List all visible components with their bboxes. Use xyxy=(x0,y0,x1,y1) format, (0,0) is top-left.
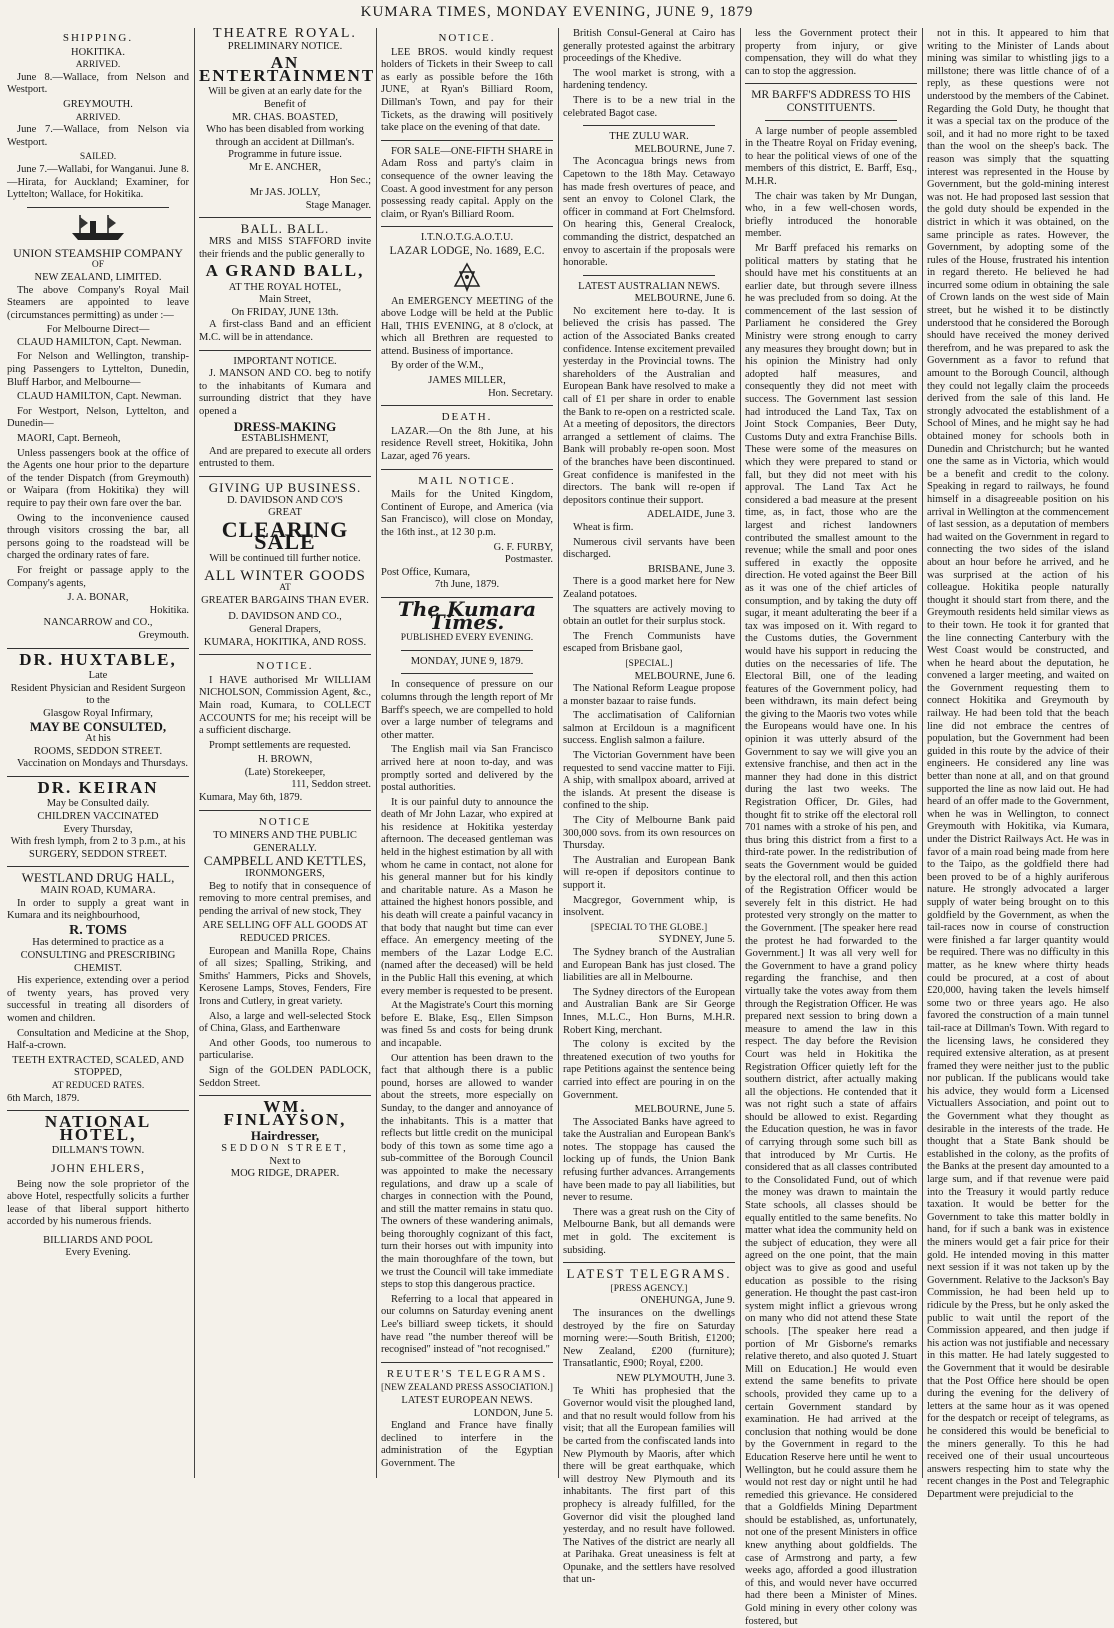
ad-text: Will be continued till further notice. xyxy=(209,552,361,564)
ad-text: Late xyxy=(88,670,108,682)
ad-text: European and Manilla Rope, Chains of all sizes; Spalling, Striking, and Smiths' Hammers, Picks and Shovels, Kerosene Lamps, Stoves, Fenders, Fire Irons and Cutlery, in great variety. xyxy=(199,945,371,1007)
dressmaking-title: DRESS-MAKING xyxy=(233,418,337,434)
news-text: Te Whiti has prophesied that the Governor would visit the ploughed land, and that no result would follow from his visit; that all the European families will be carted from the confiscated lands into New Plymouth by Maoris, after which there will be great earthquake, which will destroy New Plymouth and its inhabitants. The first part of this prophecy is already fulfilled, for the Governor did visit the ploughed land yesterday, and no result have followed. The Natives of the district are nearly all at Parihaka. Great uneasiness is felt at Opunake, and the settlers have resolved that un- xyxy=(563,1385,735,1586)
news-text: A large number of people assembled in the Theatre Royal on Friday evening, to hear the political views of one of the members of this district, E. Barff, Esq., M.H.R. xyxy=(745,125,917,187)
latest-telegrams-heading: LATEST TELEGRAMS. xyxy=(566,1266,732,1282)
ad-text: Postmaster. xyxy=(504,554,553,566)
column-5 xyxy=(742,28,920,1627)
ad-text: Vaccination on Mondays and Thursdays. xyxy=(17,758,188,770)
ad-text: D. DAVIDSON AND CO., xyxy=(228,611,342,623)
ad-text: Sign of the GOLDEN PADLOCK, Seddon Street. xyxy=(199,1064,371,1089)
usc-sub: NEW ZEALAND, LIMITED. xyxy=(34,271,162,283)
issue-date: MONDAY, JUNE 9, 1879. xyxy=(410,655,524,667)
ad-text: For Melbourne Direct— xyxy=(46,324,150,336)
news-text: Wheat is firm. xyxy=(573,521,634,533)
ad-text: D. DAVIDSON AND CO'S xyxy=(226,494,344,506)
ad-text: Main Street, xyxy=(259,294,311,306)
news-text: The Australian and European Bank will re-open if depositors continue to support it. xyxy=(563,854,735,891)
ad-text: A first-class Band and an efficient M.C. will be in attendance. xyxy=(199,319,371,344)
usc-title: UNION STEAMSHIP COMPANY xyxy=(13,245,183,260)
sailed-label: SAILED. xyxy=(79,152,117,163)
ad-text: General Drapers, xyxy=(249,623,321,635)
press-assoc-label: [NEW ZEALAND PRESS ASSOCIATION.] xyxy=(381,1383,553,1394)
ad-text: 6th March, 1879. xyxy=(7,1092,80,1104)
ad-text: CHILDREN VACCINATED xyxy=(37,811,159,823)
ad-text: MAORI, Capt. Berneoh, xyxy=(17,433,121,445)
ad-text: ROOMS, SEDDON STREET. xyxy=(33,745,163,757)
campbell-title: CAMPBELL AND KETTLES, xyxy=(203,853,367,869)
news-text: The City of Melbourne Bank paid 300,000 sovs. from its own resources on Thursday. xyxy=(563,815,735,852)
news-text: British Consul-General at Cairo has generally protested against the arbitrary proceedings of the Khedive. xyxy=(563,28,735,65)
news-text: The Victorian Government have been requested to send vaccine matter to Fiji. A ship, with smallpox aboard, arrived at the islands. At present the disease is confined to the ship. xyxy=(563,750,735,812)
news-text: Mr Barff prefaced his remarks on political matters by stating that he should have met his constituents at an earlier date, but through severe illness he was precluded from so doing. At the commencement of the last session of Parliament he considered the Grey Ministry were strong enough to carry any measures they brought down; but in his opinion the Ministry had only adopted half measures, and consequently they did not meet with success. The Government last session had introduced the Land Tax, Tax on Joint Stock Companies, Beer Duty, Customs Duty and extra Franchise Bills. These were some of the measures on which they were prepared to stand or fall, but they did not meet with his approval. The Land Tax Act he considered a bad measure at the present time, as, in fact, those who are the largest and richest landowners contributed the smallest amount to the revenue; while the small and poor ones suffered in exactly the opposite direction. He voted against the Beer Bill as it was one of the chief articles of consumption, and by taking the duty off sugar, it meant adulterating the beer if a tax was imposed on it. With regard to the Customs duties, the Government would have his support in reducing the duties on the necessaries of life. The Electoral Bill, one of the leading features of the Government policy, had been withdrawn, its main defect being the giving to the Maoris two votes while the Europeans would have one. In his opinion it was utterly absurd of the Government to say we will give you an extensive franchise, and then act in the manner they had done in this district during the last two weeks. The Registration Officer, Dr. Giles, had thought fit to strike off the electoral roll 701 names with a stroke of his pen, and thus bring this district from a first to a third-rate power. In the redistribution of seats the Government would be guided by the electoral roll, and then this action of the Registration Officer would be severely felt in this district. He had protested very strongly on the matter to the Government. [The speaker here read the protest he had forwarded to the Government.] It was all very well for the Government to have a grand policy regarding the franchise, and then virtually take the votes away from them through the Registration Officer. He was prepared next session to bring down a measure to amend the law in this respect. The day before the Revision Court was held in Hokitika the Registration Officer quietly left for the southern district, after actually making all the objections. He contended that it was not right such a state of affairs should be allowed to exist. Regarding the Education question, he was in favor of carrying through some such bill as that introduced by Mr Curtis. He considered that as all classes contributed to the Consolidated Fund, out of which the money was drawn to maintain the State schools, all classes should be equally entitled to the same benefits. No matter what idea the community held on the subject of education, they were all agreed on the one point, that the main object was to give as good and useful education as possible to the rising generation. He thought the past cast-iron system might inflict a grievous wrong on many who did not attend these State schools. [The speaker here read a portion of Mr Gisborne's remarks relative thereto, and also quoted J. Stuart Mill on Education.] He would even extend the same benefits to private schools, provided they came up to a certain Government standard by examination. He had arrived at the conclusion that nothing would be done by the Government in regard to the Education Reserve here until he went to Wellington, but he could assure them he would not rest day or night until he had remedied this grievance. He considered that a Goldfields Mining Department should be established, as, unfortunately, not one of the present Ministers in office knew anything about goldfields. The case of Armstrong and party, a few weeks ago, afforded a good illustration of this, and would never have occurred had there been a Minister of Mines. Gold mining in every other colony was fostered, but xyxy=(745,242,917,1627)
ad-text: Every Thursday, xyxy=(63,823,133,835)
ad-text: Every Evening. xyxy=(65,1247,131,1259)
ad-text: MOG RIDGE, DRAPER. xyxy=(230,1168,340,1180)
toms-name: R. TOMS xyxy=(69,922,127,938)
ad-text: Owing to the inconvenience caused through visitors crossing the bar, all persons going to the roadstead will be charged the ordinary rates of fare. xyxy=(7,512,189,562)
published-line: PUBLISHED EVERY EVENING. xyxy=(400,633,534,644)
ad-text: LAZAR.—On the 8th June, at his residence Revell street, Hokitika, John Lazar, aged 76 years. xyxy=(381,425,553,463)
dateline: ONEHUNGA, June 9. xyxy=(640,1295,735,1307)
news-text: Numerous civil servants have been discharged. xyxy=(563,536,735,561)
ad-text: For Westport, Nelson, Lyttelton, and Dunedin— xyxy=(7,405,189,430)
ad-text: His experience, extending over a period of twenty years, has proved very successful in treating all disorders of women and children. xyxy=(7,975,189,1024)
ad-text: Programme in future issue. xyxy=(228,149,342,161)
ad-text: Will be given at an early date for the Benefit of xyxy=(208,86,362,110)
theatre-title: THEATRE ROYAL. xyxy=(213,26,357,41)
ad-text: Stage Manager. xyxy=(305,199,371,211)
ad-text: I HAVE authorised Mr WILLIAM NICHOLSON, Commission Agent, &c., Main road, Kumara, to COLLECT ACCOUNTS for me; his receipt will be a sufficient discharge. xyxy=(199,674,371,737)
keiran-title: DR. KEIRAN xyxy=(37,777,159,797)
ad-text: JAMES MILLER, xyxy=(428,375,506,387)
ad-text: MRS and MISS STAFFORD invite their friends and the public generally to xyxy=(199,235,371,260)
news-text: less the Government protect their property from injury, or give compensation, they will do what they can to stop the aggression. xyxy=(745,28,917,77)
giving-up-title: GIVING UP BUSINESS. xyxy=(208,480,362,495)
ad-text: NANCARROW and CO., xyxy=(43,617,153,629)
ad-text: Hon. Secretary. xyxy=(488,387,553,399)
ad-text: IRONMONGERS, xyxy=(245,868,325,880)
news-text: There was a great rush on the City of Melbourne Bank, but all demands were met in gold. The excitement is subsiding. xyxy=(563,1206,735,1256)
steamship-icon xyxy=(68,213,128,243)
reuters-heading: REUTER'S TELEGRAMS. xyxy=(386,1367,548,1380)
notice-heading: NOTICE. xyxy=(438,32,496,44)
dateline: ADELAIDE, June 3. xyxy=(646,509,735,521)
dateline: LONDON, June 5. xyxy=(473,1407,553,1419)
dateline: SYDNEY, June 5. xyxy=(658,934,735,946)
port-hokitika: HOKITIKA. xyxy=(71,46,125,58)
editorial-text: It is our painful duty to announce the death of Mr John Lazar, who expired at his residence at Hokitika yesterday afternoon. The deceased gentleman was held in the highest estimation by all with whom he came in contact, not alone for his general manner but for his kindly and charitable nature. As a Mason he attained the highest honors possible, and his death will create a painful vacancy in that body that naught but time can ever efface. An emergency meeting of the members of the Lazar Lodge E.C. (named after the deceased) will be held in the Public Hall this evening, at which every member is requested to be present. xyxy=(381,796,553,997)
news-text: The Aconcagua brings news from Capetown to the 18th May. Cetawayo has made fresh overtures of peace, and sent an envoy to Colonel Clark, the officer in command at Fort Chelmsford. On hearing this, General Crealock, commanding the district, despatched an envoy to ascertain if the proposals were honorable. xyxy=(563,156,735,269)
news-text: England and France have finally declined to interfere in the administration of the Egyptian Government. The xyxy=(381,1420,553,1469)
shipping-heading: SHIPPING. xyxy=(62,32,134,44)
news-text: The Associated Banks have agreed to take the Australian and European Bank's notes. The stoppage has caused the locking up of funds, the Union Bank refusing further advances. Arrangements have been made to pay all liabilities, but never to resume. xyxy=(563,1116,735,1204)
national-title: NATIONAL HOTEL, xyxy=(44,1112,152,1144)
news-text: not in this. It appeared to him that writing to the Minister of Lands about mining was similar to whistling jigs to a millstone; there was little chance of of a reply, as these questions were not understood by the members of the Cabinet. Regarding the Gold Duty, he thought that it was a special tax on the produce of the soil, and it had no more right to be taxed than the wool on the sheep's back. The reason was simply that the squatting interest was represented in the House by Government, but the gold-mining interest was not. He had proposed last session that the gold duty should be expended in the district in which it was obtained, on the same principle as rates. However, the Government, by adopting some of the rules of the House, frustrated his intention in regard thereto. He believed he had incurred some odium in obtaining the sale of Crown lands on the west side of Main street, but he wished it to be distinctly understood that he considered the Borough should have received the money derived therefrom, and he was prepared to ask the Government as a favor to refund that amount to the Borough Council, although they could not legally claim the proceeds derived from the sale of this land. He strongly advocated the establishment of a School of Mines, and he might say he had obtained money for schools both in Dunedin and Christchurch; but he wanted one the same as in Victoria, which would be a benefit and credit to the colony. Speaking in regard to railways, he found himself in a disagreeable position on his arrival in Wellington at the commencement of last session, as a deputation of members had waited on the Government in regard to connecting the two sides of the island about an hour before he arrived, and he was surprised at the action of his colleague. Hokitika people naturally thought it should start from there, and the Greymouth residents held similar views as to their town. He took it for granted that the line connecting Canterbury with the West Coast would be constructed, and when he heard about the deputation, he convened a larger meeting, and waited on the Government requesting them to connect Hokitika and Greymouth by railway. He had been told that the beach line did not embrace the centres of population, but the Government had been guided in this route by the advice of their engineers. He considered any line was better than none at all, and on that ground supported the line as now laid out. He had heard of an offer made to the Government, when he was in Wellington, to connect Greymouth with Hokitika, via Kumara, under the District Railways Act. He was in favor of a main road being made from here to the Taipo, as the goldfield there had been proved to be of a highly auriferous nature. He strongly advocated a larger supply of water being brought on to this goldfield by the Government, as when the tail-races now in course of construction were finished a far larger quantity would be required. There was no difficulty in this matter, as he knew where thirty heads could be procured, at a cost of about £20,000, having taken the levels himself some two or three years ago. He also favored the construction of a main tunnel tail-race at Dillman's Town. With regard to the licensing laws, he considered they required extensive alteration, as at present framed they were neither just to the public nor publican. If the publicans would take his advice, they would form a Licensed Victuallers Association, and point out to the Government what they thought as desirable in the interests of the trade. He thought that a State Bank should be established in the colony, as the profits of the Banks at the present day amounted to a large sum, and if that revenue were paid into the Treasury it would partly reduce taxation. It would be better for the Government to take this matter boldly in hand, for if such a bank was in existence the miners would get a fair price for their gold. He intended moving in this matter next session if it was not taken up by the Government. Relative to the Jackson's Bay Commission, he had been held up to ridicule by the Press, but he only asked the public to wait until the report of the Commission appeared, and then judge if his action was not justifiable and necessary in this matter. He had lately suggested to the Government that it would be desirable that the Post Office here should be open during the evening for the delivery of letters at the same hour as it was opened for the despatch or receipt of telegrams, as he considered this would be beneficial to the miners generally. To this he had received one of their usual uncourteous answers respecting him to state why the recent changes in the Post and Telegraphic Department were prejudicial to the xyxy=(927,28,1109,1500)
shipping-text: June 8.—Wallace, from Nelson and Westport. xyxy=(7,71,189,96)
ad-text: Hon Sec.; xyxy=(329,174,371,186)
ad-text: MAY BE CONSULTED, xyxy=(29,718,167,734)
ball-title: BALL. BALL. xyxy=(240,221,330,237)
ad-text: Also, a large and well-selected Stock of China, Glass, and Earthenware xyxy=(199,1010,371,1035)
dateline: MELBOURNE, June 7. xyxy=(634,143,735,155)
death-heading: DEATH. xyxy=(441,411,493,424)
ad-text: Next to xyxy=(269,1155,301,1167)
ad-text: And other Goods, too numerous to particularise. xyxy=(199,1037,371,1062)
ad-text: PRELIMINARY NOTICE. xyxy=(227,40,343,52)
paper-nameplate: The Kumara Times. xyxy=(397,596,537,634)
special-label: [SPECIAL TO THE GLOBE.] xyxy=(590,922,708,933)
lazar-lodge-title: LAZAR LODGE, No. 1689, E.C. xyxy=(389,244,545,257)
column-6 xyxy=(924,28,1112,1500)
news-text: The colony is excited by the threatened execution of two youths for rape Petitions against the sentence being carried into effect are pouring in on the Government. xyxy=(563,1039,735,1101)
ad-text: Who has been disabled from working through an accident at Dillman's. xyxy=(206,124,364,148)
editorial-text: In consequence of pressure on our columns through the length report of Mr Barff's speech, we are compelled to hold over a large number of telegrams and other matter. xyxy=(381,679,553,741)
news-text: Macgregor, Government whip, is insolvent. xyxy=(563,894,735,919)
ad-text: DILLMAN'S TOWN. xyxy=(51,1145,145,1157)
news-text: The National Reform League propose a monster bazaar to raise funds. xyxy=(563,683,735,707)
ad-text: On FRIDAY, JUNE 13th. xyxy=(231,306,339,318)
ad-text: BILLIARDS AND POOL xyxy=(43,1234,153,1246)
ad-text: With fresh lymph, from 2 to 3 p.m., at his xyxy=(10,836,186,848)
ad-text: For freight or passage apply to the Company's agents, xyxy=(7,564,189,589)
ad-text: ARE SELLING OFF ALL GOODS AT REDUCED PRICES. xyxy=(202,920,368,944)
ad-text: AT THE ROYAL HOTEL, xyxy=(228,281,342,293)
ad-text: In order to supply a great want in Kumara and its neighbourhood, xyxy=(7,897,189,922)
dateline: MELBOURNE, June 6. xyxy=(634,670,735,682)
ad-text: Glasgow Royal Infirmary, xyxy=(43,707,153,719)
ad-text: Kumara, May 6th, 1879. xyxy=(199,792,303,804)
notice-heading: NOTICE. xyxy=(256,660,314,673)
ad-text: Consultation and Medicine at the Shop, Half-a-crown. xyxy=(7,1027,189,1052)
entertainment-title: AN ENTERTAINMENT xyxy=(199,53,376,85)
ad-text: (Late) Storekeeper, xyxy=(244,766,326,778)
ad-text: Resident Physician and Resident Surgeon to the xyxy=(10,682,186,707)
ad-text: Mr E. ANCHER, xyxy=(248,161,322,173)
masthead: KUMARA TIMES, MONDAY EVENING, JUNE 9, 1879 xyxy=(360,4,754,20)
news-text: The squatters are actively moving to obtain an outlet for their surplus stock. xyxy=(563,603,735,628)
dateline: MELBOURNE, June 5. xyxy=(634,1104,735,1116)
ehlers-name: JOHN EHLERS, xyxy=(50,1160,145,1175)
notice-heading: NOTICE xyxy=(258,815,312,828)
ad-text: CLAUD HAMILTON, Capt. Newman. xyxy=(17,336,182,348)
column-2 xyxy=(196,28,374,1478)
news-text: The Sydney directors of the European and Australian Bank are Sir George Innes, M.L.C., Hon Burns, M.H.R. Robert King, merchant. xyxy=(563,986,735,1036)
ad-text: AT xyxy=(279,583,291,594)
shipping-text: June 7.—Wallabi, for Wanganui. June 8.—Hirata, for Auckland; Examiner, for Lyttelton; Wallace, for Hokitika. xyxy=(7,163,189,201)
ad-text: Prompt settlements are requested. xyxy=(209,739,351,751)
news-text: The chair was taken by Mr Dungan, who, in a few well-chosen words, briefly introduced the honorable member. xyxy=(745,190,917,240)
masonic-emblem-icon xyxy=(452,262,482,292)
important-notice: IMPORTANT NOTICE. xyxy=(233,355,337,367)
editorial-text: Our attention has been drawn to the fact that although there is a public pound, horses are allowed to wander about the streets, more especially on Sunday, to the danger and annoyance of the inhabitants. This is a matter that reflects but little credit on the municipal body of this town as some time ago a sub-committee of the Borough Council was appointed to make the necessary regulations, and draw up a scale of charges in connection with the Pound, and still the matter remains in statu quo. The owners of these wandering animals, being thoroughly cognizant of this fact, turn their horses out with impunity into the main thoroughfare of the town, but we trust the Council will take immediate steps to stop this dangerous practice. xyxy=(381,1052,553,1291)
ad-text: The above Company's Royal Mail Steamers are appointed to leave (circumstances permitting) as under :— xyxy=(7,284,189,321)
news-text: The insurances on the dwellings destroyed by the fire on Saturday morning were:—South British, £1200; New Zealand, £200 (furniture); Transatlantic, £900; Royal, £200. xyxy=(563,1308,735,1370)
ad-text: MR. CHAS. BOASTED, xyxy=(232,111,338,123)
ad-text: G. F. FURBY, xyxy=(493,541,553,553)
port-greymouth: GREYMOUTH. xyxy=(63,98,133,110)
usc-of: OF xyxy=(91,260,105,271)
mail-heading: MAIL NOTICE. xyxy=(418,474,516,487)
press-agency-label: [PRESS AGENCY.] xyxy=(610,1283,688,1294)
news-text: The Sydney branch of the Australian and European Bank has just closed. The liabilities are all in Melbourne. xyxy=(563,946,735,984)
dateline: MELBOURNE, June 6. xyxy=(634,293,735,305)
ad-text: SEDDON STREET, xyxy=(221,1142,349,1154)
ad-text: For Nelson and Wellington, tranship-ping Passengers to Lyttelton, Dunedin, Bluff Harbor, and Melbourne— xyxy=(7,351,189,388)
column-4 xyxy=(560,28,738,1586)
special-label: [SPECIAL.] xyxy=(625,658,673,669)
news-subheading: LATEST EUROPEAN NEWS. xyxy=(401,1395,533,1406)
ad-text: Hokitika. xyxy=(149,604,189,616)
ad-text: CONSULTING and PRESCRIBING CHEMIST. xyxy=(20,950,176,974)
ad-text: Mails for the United Kingdom, Continent of Europe, and America (via San Francisco), will close on Monday, the 16th inst., at 12 30 p.m. xyxy=(381,489,553,538)
column-1 xyxy=(4,28,192,1478)
aus-heading: LATEST AUSTRALIAN NEWS. xyxy=(578,280,720,292)
ad-text: LEE BROS. would kindly request holders of Tickets in their Sweep to call as early as possible before the 16th JUNE, at Ryan's Billiard Room, Dillman's Town, and pay for their Tickets, as the drawing will positively take place on the evening of that date. xyxy=(381,46,553,134)
ad-text: Post Office, Kumara, xyxy=(381,566,471,578)
ad-text: KUMARA, HOKITIKA, AND ROSS. xyxy=(203,636,367,648)
finlayson-title: WM. FINLAYSON, xyxy=(223,1097,347,1129)
ad-text: SURGERY, SEDDON STREET. xyxy=(29,848,167,860)
ad-text: Being now the sole proprietor of the above Hotel, respectfully solicits a further lease of that liberal support hitherto accorded by his numerous friends. xyxy=(7,1178,189,1228)
editorial-text: Referring to a local that appeared in our columns on Saturday evening anent Lee's billiard sweep tickets, it should have read "the number thereof will be recognised" instead of "not recognised." xyxy=(381,1293,553,1356)
huxtable-title: DR. HUXTABLE, xyxy=(19,649,177,669)
clearing-sale-title: CLEARING SALE xyxy=(221,516,349,555)
news-text: The wool market is strong, with a hardening tendency. xyxy=(563,67,735,92)
editorial-text: At the Magistrate's Court this morning before E. Blake, Esq., Ellen Simpson was fined 5s and costs for being drunk and incapable. xyxy=(381,1000,554,1049)
barff-heading: MR BARFF'S ADDRESS TO HIS CONSTITUENTS. xyxy=(751,89,911,114)
ad-text: Hairdresser, xyxy=(250,1128,320,1144)
ad-text: ESTABLISHMENT, xyxy=(241,433,329,445)
ad-text: 7th June, 1879. xyxy=(434,579,500,591)
ad-text: TO MINERS AND THE PUBLIC GENERALLY. xyxy=(213,830,357,854)
dateline: BRISBANE, June 3. xyxy=(648,563,735,575)
ad-text: Has determined to practice as a xyxy=(32,937,164,949)
westland-title: WESTLAND DRUG HALL, xyxy=(21,870,175,886)
arrived-label: ARRIVED. xyxy=(75,112,121,123)
ad-text: Greymouth. xyxy=(138,629,189,641)
ad-text: GREAT xyxy=(268,507,302,519)
winter-goods: ALL WINTER GOODS xyxy=(204,567,366,584)
news-text: There is a good market here for New Zealand potatoes. xyxy=(563,576,735,600)
ad-text: An EMERGENCY MEETING of the above Lodge will be held at the Public Hall, THIS EVENING, at 8 o'clock, at which all Brethren are requested to attend. Business of importance. xyxy=(381,295,553,357)
ad-text: Beg to notify that in consequence of removing to more central premises, and pending the arrival of new stock, They xyxy=(199,880,371,917)
column-3 xyxy=(378,28,556,1478)
ad-text: By order of the W.M., xyxy=(391,360,484,372)
zulu-heading: THE ZULU WAR. xyxy=(609,131,689,143)
ad-text: J. MANSON AND CO. beg to notify to the inhabitants of Kumara and surrounding district that they have opened a xyxy=(199,368,371,418)
editorial-text: The English mail via San Francisco arrived here at noon to-day, and was promptly sorted and delivered by the postal authorities. xyxy=(381,744,553,794)
ad-text: At his xyxy=(85,733,111,745)
ad-text: Unless passengers book at the office of the Agents one hour prior to the departure of the tender Dispatch (from Greymouth) or Waipara (from Hokitika) they will require to pay their own fare over the bar. xyxy=(7,447,189,509)
ad-text: AT REDUCED RATES. xyxy=(51,1080,145,1091)
ad-text: J. A. BONAR, xyxy=(67,592,129,604)
ad-text: FOR SALE—ONE-FIFTH SHARE in Adam Ross and party's claim in consequence of the owner leaving the Coast. A good investment for any person possessing ready capital. Apply on the claim, or Ryan's Billiard Room. xyxy=(381,145,553,220)
ad-text: H. BROWN, xyxy=(257,754,313,766)
ad-text: May be Consulted daily. xyxy=(46,798,150,810)
news-text: The French Communists have escaped from Brisbane gaol, xyxy=(563,630,735,655)
ad-text: GREATER BARGAINS THAN EVER. xyxy=(201,594,369,606)
ad-text: 111, Seddon street. xyxy=(291,779,371,791)
grand-ball: A GRAND BALL, xyxy=(205,261,365,281)
news-text: No excitement here to-day. It is believed the crisis has passed. The action of the Associated Banks created confidence. Intense excitement prevailed yesterday in the Provincial towns. The shareholders of the Australian and European Bank have resolved to make a call of £1 per share in order to enable the Bank to re-open on a restricted scale. At a meeting of depositors, the directors arranged a settlement of claims. The Bank will probably re-open soon. Most of the branches have been discontinued. Great confidence is manifested in the directors. The bank will re-open if depositors continue their support. xyxy=(563,305,735,506)
ad-text: TEETH EXTRACTED, SCALED, AND STOPPED, xyxy=(12,1054,184,1079)
dateline: NEW PLYMOUTH, June 3. xyxy=(616,1372,735,1384)
ad-text: CLAUD HAMILTON, Capt. Newman. xyxy=(17,391,182,403)
ad-text: MAIN ROAD, KUMARA. xyxy=(40,885,156,897)
ad-text: And are prepared to execute all orders entrusted to them. xyxy=(199,445,371,470)
arrived-label: ARRIVED. xyxy=(75,60,121,71)
news-text: There is to be a new trial in the celebrated Bagot case. xyxy=(563,94,735,119)
news-text: The acclimatisation of Californian salmon at Ercildoun is a magnificent success. English salmon a failure. xyxy=(563,710,735,747)
shipping-text: June 7.—Wallace, from Nelson via Westport. xyxy=(7,124,189,148)
lodge-heading: I.T.N.O.T.G.A.O.T.U. xyxy=(420,232,514,244)
ad-text: Mr JAS. JOLLY, xyxy=(249,187,321,199)
